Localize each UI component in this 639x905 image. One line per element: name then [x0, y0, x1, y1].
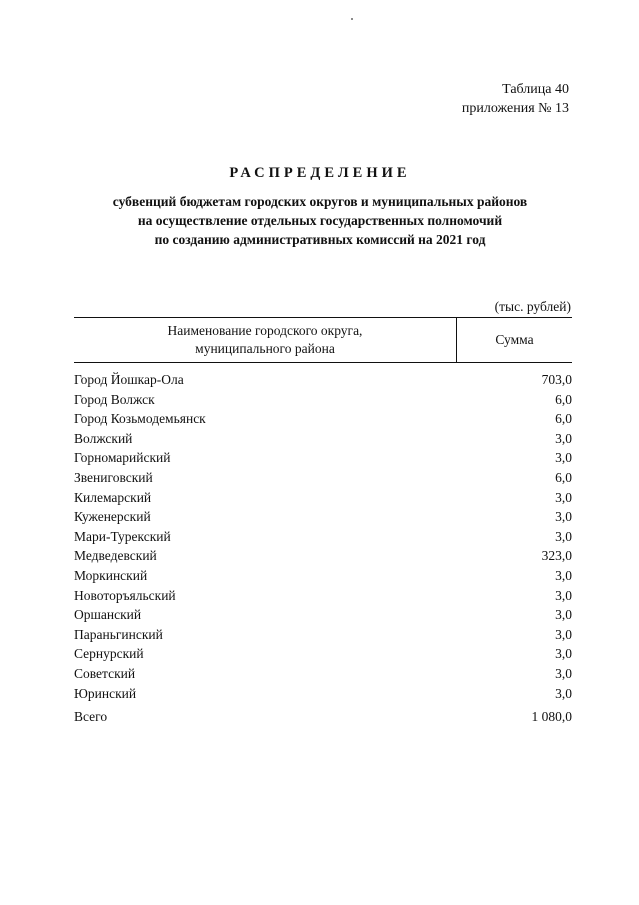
table-row — [74, 390, 572, 410]
table-number: Таблица 40 — [502, 82, 569, 97]
row-name: Моркинский — [74, 567, 148, 583]
row-value: 3,0 — [555, 665, 572, 681]
total-row — [74, 707, 572, 727]
column-header-name-line1: Наименование городского округа, — [167, 323, 363, 338]
row-name: Мари-Турекский — [74, 528, 171, 544]
scan-speck — [351, 18, 353, 20]
table-row — [74, 468, 572, 488]
row-name: Новоторъяльский — [74, 587, 176, 603]
appendix-number: приложения № 13 — [461, 101, 569, 116]
row-name: Сернурский — [74, 646, 144, 662]
row-value: 3,0 — [555, 450, 572, 466]
subtitle-line: на осуществление отдельных государственных полномочий — [137, 213, 503, 228]
row-value: 703,0 — [541, 372, 572, 387]
row-name: Куженерский — [74, 509, 151, 525]
table-row — [74, 527, 572, 547]
row-name: Параньгинский — [74, 626, 163, 642]
table-row — [74, 684, 572, 704]
table-row — [74, 409, 572, 429]
row-value: 6,0 — [555, 391, 572, 407]
row-name: Советский — [74, 665, 136, 681]
table-row — [74, 370, 572, 390]
document-title-block — [60, 165, 580, 249]
table-row — [74, 488, 572, 508]
column-header-name-line2: муниципального района — [195, 341, 335, 356]
row-value: 3,0 — [555, 626, 572, 642]
row-name: Город Йошкар-Ола — [74, 372, 184, 387]
row-name: Юринский — [74, 685, 137, 701]
table-row — [74, 429, 572, 449]
table-row — [74, 605, 572, 625]
units-label: (тыс. рублей) — [494, 299, 571, 314]
row-value: 3,0 — [555, 489, 572, 505]
subtitle-line: по созданию административных комиссий на 2021 год — [154, 232, 486, 247]
row-value: 3,0 — [555, 607, 572, 623]
row-name: Город Козьмодемьянск — [74, 411, 206, 427]
table-reference — [462, 80, 569, 118]
column-header-name — [74, 318, 457, 362]
row-value: 3,0 — [555, 587, 572, 603]
row-value: 3,0 — [555, 567, 572, 583]
row-value: 3,0 — [555, 528, 572, 544]
row-value: 3,0 — [555, 430, 572, 446]
row-name: Медведевский — [74, 548, 157, 564]
document-subtitle — [60, 192, 580, 249]
row-name: Звениговский — [74, 469, 153, 485]
table-row — [74, 644, 572, 664]
table-row — [74, 507, 572, 527]
table-row — [74, 586, 572, 606]
table-row — [74, 546, 572, 566]
row-name: Оршанский — [74, 607, 142, 623]
table-row — [74, 625, 572, 645]
row-name: Волжский — [74, 430, 133, 446]
column-header-sum: Сумма — [495, 332, 534, 347]
table-row — [74, 448, 572, 468]
row-name: Горномарийский — [74, 450, 171, 466]
row-name: Город Волжск — [74, 391, 155, 407]
row-value: 323,0 — [541, 548, 572, 564]
table-body — [74, 370, 572, 703]
row-value: 3,0 — [555, 646, 572, 662]
row-name: Килемарский — [74, 489, 152, 505]
row-value: 3,0 — [555, 685, 572, 701]
table-row — [74, 664, 572, 684]
row-value: 6,0 — [555, 411, 572, 427]
row-value: 3,0 — [555, 509, 572, 525]
total-label: Всего — [74, 709, 108, 724]
row-value: 6,0 — [555, 469, 572, 485]
table-header — [74, 317, 572, 363]
table-row — [74, 566, 572, 586]
subtitle-line: субвенций бюджетам городских округов и муниципальных районов — [112, 194, 528, 209]
total-value: 1 080,0 — [531, 709, 572, 724]
document-title: РАСПРЕДЕЛЕНИЕ — [229, 165, 411, 181]
